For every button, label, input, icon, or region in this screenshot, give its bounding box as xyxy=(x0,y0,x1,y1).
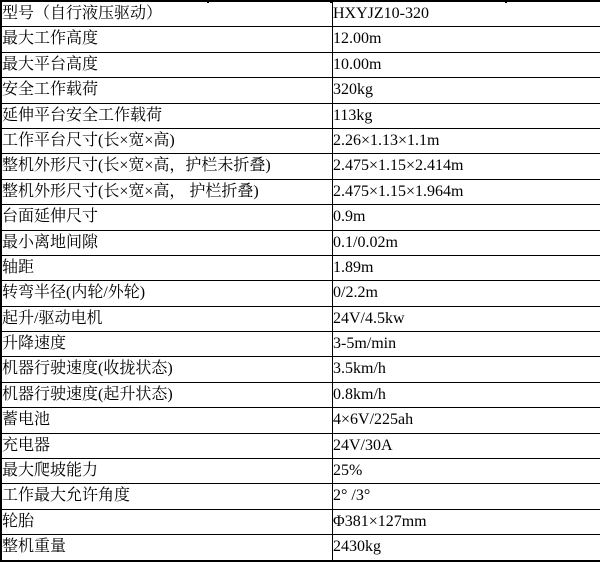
table-row xyxy=(1,205,600,230)
spec-label: 台面延伸尺寸 xyxy=(1,205,333,230)
spec-label: 最大平台高度 xyxy=(1,52,333,77)
spec-value: 12.00m xyxy=(333,27,600,52)
spec-value: 0.9m xyxy=(333,205,600,230)
table-row xyxy=(1,484,600,509)
spec-label: 机器行驶速度(起升状态) xyxy=(1,382,333,407)
spec-label: 起升/驱动电机 xyxy=(1,306,333,331)
table-row xyxy=(1,52,600,77)
spec-label: 最大工作高度 xyxy=(1,27,333,52)
table-row xyxy=(1,230,600,255)
spec-label: 整机外形尺寸(长×宽×高，护栏未折叠) xyxy=(1,154,333,179)
spec-table-body xyxy=(1,1,600,561)
table-row xyxy=(1,332,600,357)
spec-value: 0.1/0.02m xyxy=(333,230,600,255)
top-border-tick xyxy=(505,0,507,3)
spec-value: Φ381×127mm xyxy=(333,509,600,534)
spec-value: 24V/30A xyxy=(333,433,600,458)
spec-value: 320kg xyxy=(333,78,600,103)
spec-label: 工作最大允许角度 xyxy=(1,484,333,509)
spec-label: 转弯半径(内轮/外轮) xyxy=(1,281,333,306)
spec-label: 最大爬坡能力 xyxy=(1,459,333,484)
table-row xyxy=(1,509,600,534)
table-row xyxy=(1,535,600,561)
table-row xyxy=(1,382,600,407)
table-row xyxy=(1,433,600,458)
spec-value: 3-5m/min xyxy=(333,332,600,357)
spec-value: 2430kg xyxy=(333,535,600,561)
table-row xyxy=(1,281,600,306)
spec-value: 4×6V/225ah xyxy=(333,408,600,433)
spec-label: 整机外形尺寸(长×宽×高， 护栏折叠) xyxy=(1,179,333,204)
table-row xyxy=(1,408,600,433)
table-row xyxy=(1,459,600,484)
table-row xyxy=(1,128,600,153)
spec-label: 型号（自行液压驱动） xyxy=(1,1,333,27)
spec-label: 升降速度 xyxy=(1,332,333,357)
table-row xyxy=(1,1,600,27)
spec-label: 最小离地间隙 xyxy=(1,230,333,255)
top-border-tick xyxy=(207,0,209,3)
spec-label: 充电器 xyxy=(1,433,333,458)
table-row xyxy=(1,154,600,179)
spec-value: 113kg xyxy=(333,103,600,128)
spec-value: 24V/4.5kw xyxy=(333,306,600,331)
table-row xyxy=(1,255,600,280)
spec-value: 3.5km/h xyxy=(333,357,600,382)
spec-value: HXYJZ10-320 xyxy=(333,1,600,27)
table-row xyxy=(1,179,600,204)
spec-value: 2.26×1.13×1.1m xyxy=(333,128,600,153)
spec-value: 10.00m xyxy=(333,52,600,77)
spec-value: 2° /3° xyxy=(333,484,600,509)
spec-value: 2.475×1.15×2.414m xyxy=(333,154,600,179)
spec-value: 0/2.2m xyxy=(333,281,600,306)
table-row xyxy=(1,27,600,52)
spec-label: 工作平台尺寸(长×宽×高) xyxy=(1,128,333,153)
spec-label: 延伸平台安全工作载荷 xyxy=(1,103,333,128)
table-row xyxy=(1,357,600,382)
table-row xyxy=(1,103,600,128)
table-row xyxy=(1,306,600,331)
spec-value: 2.475×1.15×1.964m xyxy=(333,179,600,204)
table-row xyxy=(1,78,600,103)
spec-value: 0.8km/h xyxy=(333,382,600,407)
spec-label: 蓄电池 xyxy=(1,408,333,433)
spec-value: 1.89m xyxy=(333,255,600,280)
top-border-tick xyxy=(330,0,332,3)
spec-label: 整机重量 xyxy=(1,535,333,561)
spec-label: 轴距 xyxy=(1,255,333,280)
spec-label: 安全工作载荷 xyxy=(1,78,333,103)
spec-value: 25% xyxy=(333,459,600,484)
spec-label: 轮胎 xyxy=(1,509,333,534)
spec-label: 机器行驶速度(收拢状态) xyxy=(1,357,333,382)
